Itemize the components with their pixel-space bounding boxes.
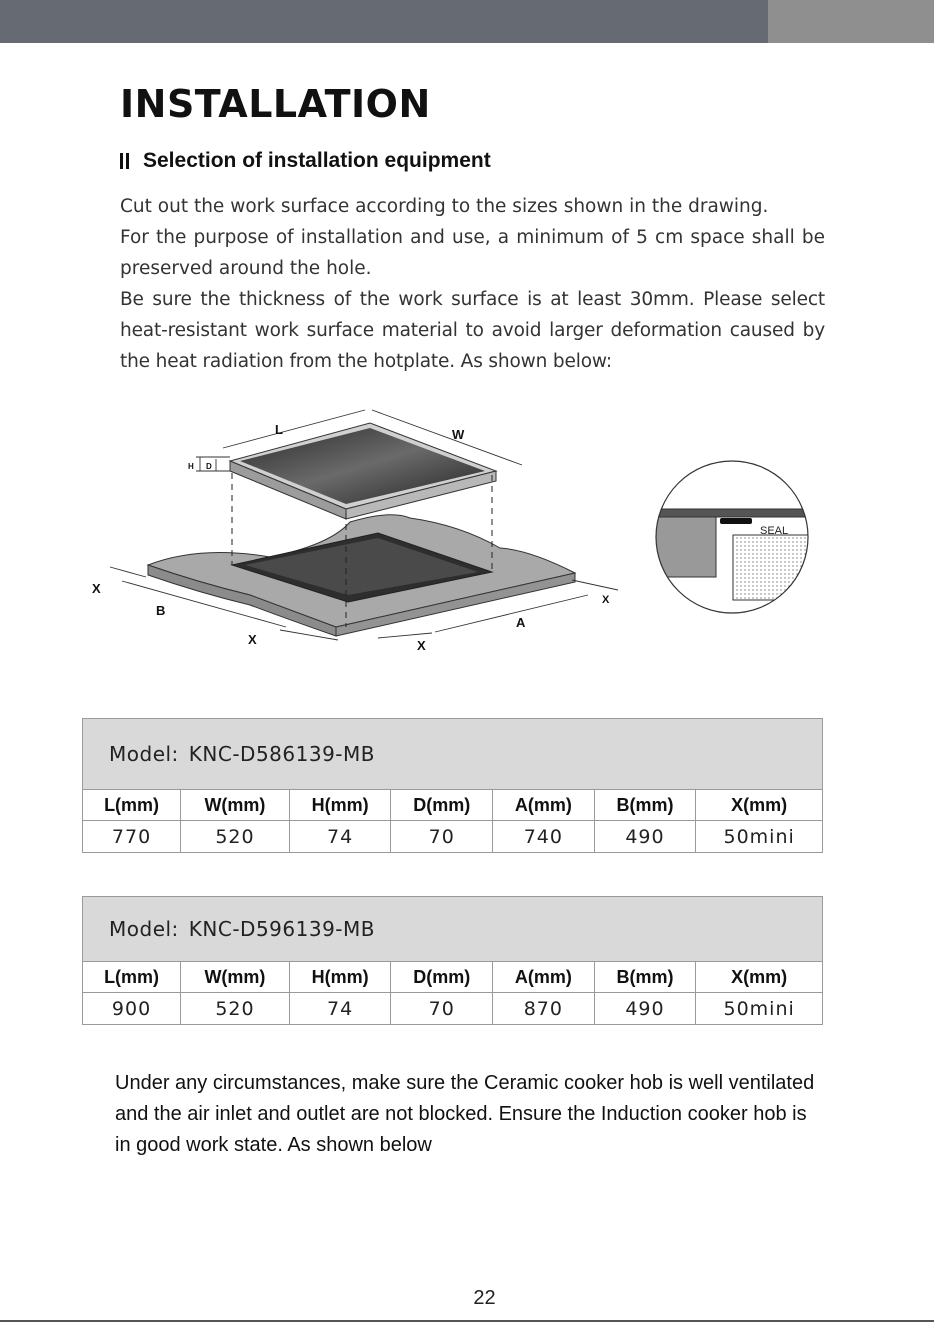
header-cell: L(mm) <box>83 962 181 993</box>
table-row <box>83 993 823 1025</box>
section-bullet-icon <box>120 153 123 169</box>
value-cell: 740 <box>493 821 595 853</box>
section-heading <box>120 149 491 173</box>
label-D: D <box>206 462 212 471</box>
value-cell: 74 <box>289 821 391 853</box>
intro-text <box>120 191 825 377</box>
model-number: KNC-D586139-MB <box>188 742 375 766</box>
page-title: INSTALLATION <box>120 82 431 126</box>
value-cell: 490 <box>594 821 696 853</box>
intro-paragraph-3: Be sure the thickness of the work surface is at least 30mm. Please select heat-resistant work surface material to avoid larger deformation caused by the heat radiation from the hotplate. As shown below: <box>120 289 825 372</box>
section-bullet-icon <box>126 153 129 169</box>
header-cell: W(mm) <box>181 790 290 821</box>
table-row <box>83 821 823 853</box>
section-heading-text: Selection of installation equipment <box>143 149 491 172</box>
label-B: B <box>156 603 166 618</box>
spec-table-1 <box>82 718 823 853</box>
value-cell: 770 <box>83 821 181 853</box>
value-cell: 70 <box>391 821 493 853</box>
header-cell: D(mm) <box>391 790 493 821</box>
header-cell: H(mm) <box>289 790 391 821</box>
value-cell: 70 <box>391 993 493 1025</box>
label-L: L <box>275 422 283 437</box>
value-cell: 870 <box>493 993 595 1025</box>
value-cell: 520 <box>181 821 290 853</box>
header-cell: B(mm) <box>594 962 696 993</box>
seal-detail <box>640 455 830 625</box>
intro-paragraph-1: Cut out the work surface according to the sizes shown in the drawing. <box>120 196 769 217</box>
page-number: 22 <box>473 1287 496 1309</box>
label-X-left: X <box>92 581 101 596</box>
label-H: H <box>188 462 194 471</box>
value-cell: 490 <box>594 993 696 1025</box>
header-cell: H(mm) <box>289 962 391 993</box>
top-banner-accent <box>768 0 934 43</box>
header-cell: W(mm) <box>181 962 290 993</box>
installation-diagram <box>80 405 830 675</box>
value-cell: 520 <box>181 993 290 1025</box>
header-cell: B(mm) <box>594 790 696 821</box>
table-header-row <box>83 962 823 993</box>
ventilation-note: Under any circumstances, make sure the Ceramic cooker hob is well ventilated and the air inlet and outlet are not blocked. Ensure the Induction cooker hob is in good work state. As shown below <box>115 1072 815 1156</box>
seal-label: SEAL <box>760 525 789 537</box>
value-cell: 50mini <box>696 821 823 853</box>
top-banner <box>0 0 768 43</box>
label-X-right: X <box>602 594 610 606</box>
model-number: KNC-D596139-MB <box>188 917 375 941</box>
value-cell: 74 <box>289 993 391 1025</box>
model-label: Model: <box>109 917 179 941</box>
work-surface <box>148 515 575 636</box>
spec-table-2 <box>82 896 823 1025</box>
header-cell: A(mm) <box>493 790 595 821</box>
value-cell: 900 <box>83 993 181 1025</box>
label-W: W <box>452 427 465 442</box>
header-cell: D(mm) <box>391 962 493 993</box>
intro-paragraph-2: For the purpose of installation and use, a minimum of 5 cm space shall be preserved around the hole. <box>120 227 825 279</box>
header-cell: X(mm) <box>696 962 823 993</box>
header-cell: L(mm) <box>83 790 181 821</box>
value-cell: 50mini <box>696 993 823 1025</box>
label-X-bottom-mid: X <box>417 638 426 653</box>
header-cell: A(mm) <box>493 962 595 993</box>
bottom-rule <box>0 1320 934 1322</box>
model-label: Model: <box>109 742 179 766</box>
label-A: A <box>516 615 526 630</box>
header-cell: X(mm) <box>696 790 823 821</box>
table-header-row <box>83 790 823 821</box>
model-cell <box>83 897 823 962</box>
label-X-bottom-left: X <box>248 632 257 647</box>
model-cell <box>83 719 823 790</box>
